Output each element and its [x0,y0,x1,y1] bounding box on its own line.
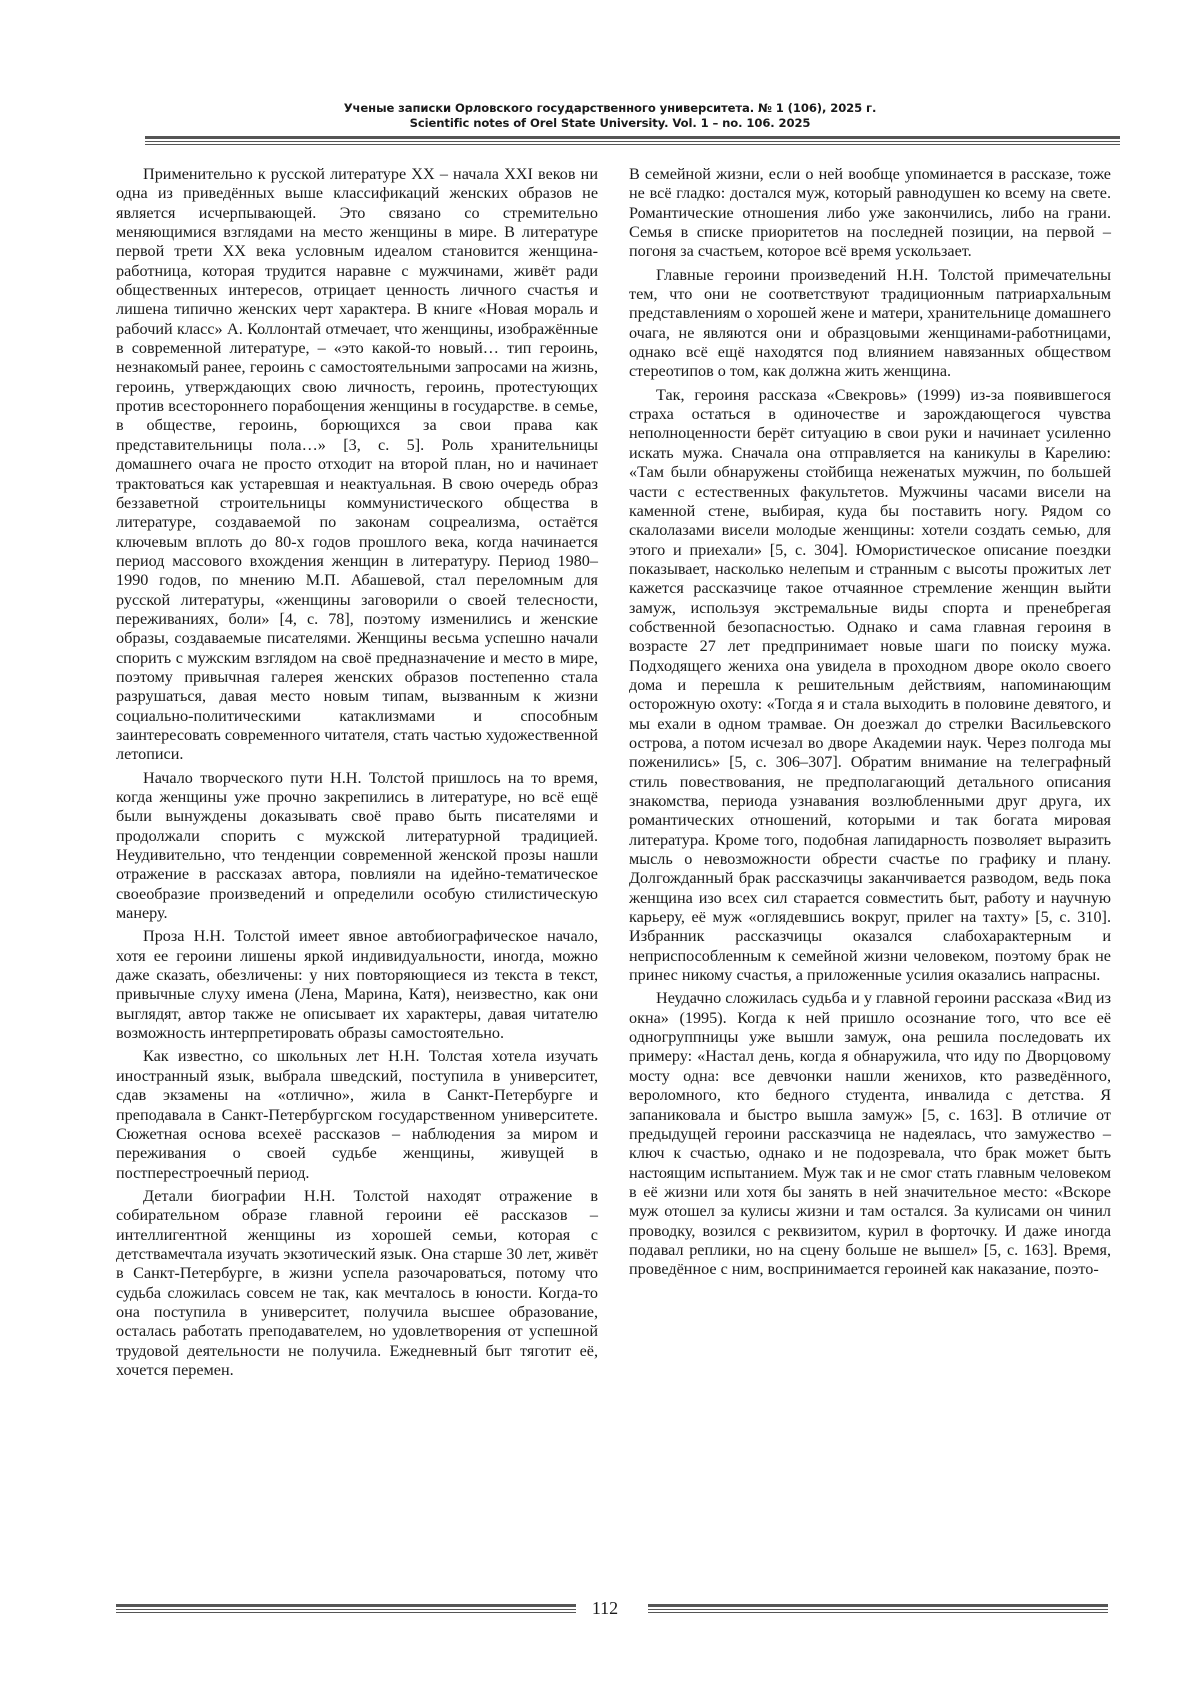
paragraph: Так, героиня рассказа «Свекровь» (1999) из-за появившегося страха остаться в одиночестве и зарождающегося чувства неполноценности берёт ситуацию в свои руки и начинает усиленно искать мужа. Сначала она отправляется на каникулы в Карелию: «Там были обнаружены стойбища неженатых мужчин, по большей части с естественных факультетов. Мужчины часами висели на каменной стене, выбирая, куда бы поставить ногу. Рядом со скалолазами висели молодые женщины: хотели создать семью, для этого и приехали» [5, с. 304]. Юмористическое описание поездки показывает, насколько нелепым и странным с высоты прожитых лет кажется рассказчице такое отчаянное стремление женщин выйти замуж, используя экстремальные виды спорта и пренебрегая собственной безопасностью. Однако и сама главная героиня в возрасте 27 лет предпринимает новые шаги по поиску мужа. Подходящего жениха она увидела в проходном дворе около своего дома и перешла к решительным действиям, напоминающим осторожную охоту: «Тогда я и стала выходить в половине девятого, и мы ехали в одном трамвае. Он доезжал до стрелки Васильевского острова, а потом исчезал во дворе Академии наук. Через полгода мы поженились» [5, с. 306–307]. Обратим внимание на телеграфный стиль повествования, не предполагающий детального описания знакомства, периода узнавания возлюбленными друг друга, их романтических отношений, которыми и так богата мировая литература. Кроме того, подобная лапидарность позволяет выразить мысль о невозможности обрести счастье по графику и плану. Долгожданный брак рассказчицы заканчивается разводом, ведь пока женщина изо всех сил старается совместить быт, работу и научную карьеру, её муж «оглядевшись вокруг, прилег на тахту» [5, с. 310]. Избранник рассказчицы оказался слабохарактерным и неприспособленным к семейной жизни человеком, поэтому брак не принес никому счастья, а приложенные усилия оказались напрасны. [629,385,1111,985]
footer-rule-right [648,1604,1108,1613]
journal-header [145,101,1075,131]
right-column [629,165,1111,1284]
paragraph: Применительно к русской литературе XX – начала XXI веков ни одна из приведённых выше классификаций женских образов не является исчерпывающей. Это связано со стремительно меняющимися взглядами на место женщины в мире. В литературе первой трети XX века условным идеалом становится женщина-работница, которая трудится наравне с мужчинами, живёт ради общественных интересов, отрицает ценность личного счастья и лишена типично женских черт характера. В книге «Новая мораль и рабочий класс» А. Коллонтай отмечает, что женщины, изображённые в современной литературе, – «это какой-то новый… тип героинь, незнакомый ранее, героинь с самостоятельными запросами на жизнь, героинь, утверждающих свою личность, героинь, протестующих против всестороннего порабощения женщины в государстве. в семье, в обществе, героинь, борющихся за свои права как представительницы пола…» [3, с. 5]. Роль хранительницы домашнего очага не просто отходит на второй план, но и начинает трактоваться как устаревшая и неактуальная. В свою очередь образ беззаветной строительницы коммунистического общества в литературе, создаваемой по законам соцреализма, остаётся ключевым вплоть до 80-х годов прошлого века, когда начинается период массового вхождения женщин в литературу. Период 1980–1990 годов, по мнению М.П. Абашевой, стал переломным для русской литературы, «женщины заговорили о своей телесности, переживаниях, боли» [4, с. 78], поэтому изменились и женские образы, создаваемые писателями. Женщины весьма успешно начали спорить с мужским взглядом на своё предназначение и место в мире, поэтому привычная галерея женских образов постепенно стала разрушаться, давая место новым типам, вызванным к жизни социально-политическими катаклизмами и способным заинтересовать современного читателя, стать частью художественной летописи. [116,165,598,764]
footer-rule-left [116,1604,576,1613]
header-line-ru: Ученые записки Орловского государственного университета. № 1 (106), 2025 г. [343,101,877,115]
page-number: 112 [591,1598,619,1618]
paragraph: Проза Н.Н. Толстой имеет явное автобиографическое начало, хотя ее героини лишены яркой индивидуальности, иногда, можно даже сказать, обезличены: у них повторяющиеся из текста в текст, привычные слуху имена (Лена, Марина, Катя), неизвестно, как они выглядят, автор также не описывает их характеры, давая читателю возможность интерпретировать образы самостоятельно. [116,927,598,1043]
paragraph: Как известно, со школьных лет Н.Н. Толстая хотела изучать иностранный язык, выбрала шведский, поступила в университет, сдав экзамены на «отлично», жила в Санкт-Петербурге и преподавала в Санкт-Петербургском государственном университете. Сюжетная основа всехеё рассказов – наблюдения за миром и переживания о своей судьбе женщины, живущей в постперестроечный период. [116,1047,598,1182]
left-column [116,165,598,1384]
paragraph: Главные героини произведений Н.Н. Толстой примечательны тем, что они не соответствуют традиционным патриархальным представлениям о хорошей жене и матери, хранительнице домашнего очага, не являются они и образцовыми женщинами-работницами, однако всё ещё находятся под влиянием навязанных обществом стереотипов о том, как должна жить женщина. [629,265,1112,381]
header-line-en: Scientific notes of Orel State University. Vol. 1 – no. 106. 2025 [409,116,811,130]
paragraph: Начало творческого пути Н.Н. Толстой пришлось на то время, когда женщины уже прочно закрепились в литературе, но всё ещё были вынуждены доказывать своё право быть писателями и продолжали спорить с мужской литературной традицией. Неудивительно, что тенденции современной женской прозы нашли отражение в рассказах автора, повлияли на идейно-тематическое своеобразие произведений и определили особую стилистическую манеру. [116,768,598,923]
paragraph: Детали биографии Н.Н. Толстой находят отражение в собирательном образе главной героини её рассказов – интеллигентной женщины из хорошей семьи, которая с детствамечтала изучать экзотический язык. Она старше 30 лет, живёт в Санкт-Петербурге, в жизни успела разочароваться, потому что судьба сложилась совсем не так, как мечталось в юности. Когда-то она поступила в университет, получила высшее образование, осталась работать преподавателем, но удовлетворения от успешной трудовой деятельности не получила. Ежедневный быт тяготит её, хочется перемен. [116,1186,598,1379]
header-rule [145,136,1120,145]
paragraph: Неудачно сложилась судьба и у главной героини рассказа «Вид из окна» (1995). Когда к ней пришло осознание того, что все её одногруппницы уже вышли замуж, она решила последовать их примеру: «Настал день, когда я обнаружила, что иду по Дворцовому мосту одна: все девчонки нашли женихов, кто разведённого, вероломного, кто бедного студента, инвалида с детства. Я запаниковала и быстро вышла замуж» [5, с. 163]. В отличие от предыдущей героини рассказчица не надеялась, что замужество – ключ к счастью, однако и не подозревала, что брак может быть настоящим испытанием. Муж так и не смог стать главным человеком в её жизни или хотя бы занять в ней значительное место: «Вскоре муж отошел за кулисы жизни и там остался. За кулисами он чинил проводку, возился с реквизитом, курил в форточку. И даже иногда подавал реплики, но на сцену больше не вышел» [5, с. 163]. Время, проведённое с ним, воспринимается героиней как наказание, поэто- [629,989,1111,1279]
paragraph: В семейной жизни, если о ней вообще упоминается в рассказе, тоже не всё гладко: достался муж, который равнодушен ко всему на свете. Романтические отношения либо уже закончились, либо на грани. Семья в списке приоритетов на последней позиции, на первой – погоня за счастьем, которое всё время ускользает. [629,165,1111,261]
